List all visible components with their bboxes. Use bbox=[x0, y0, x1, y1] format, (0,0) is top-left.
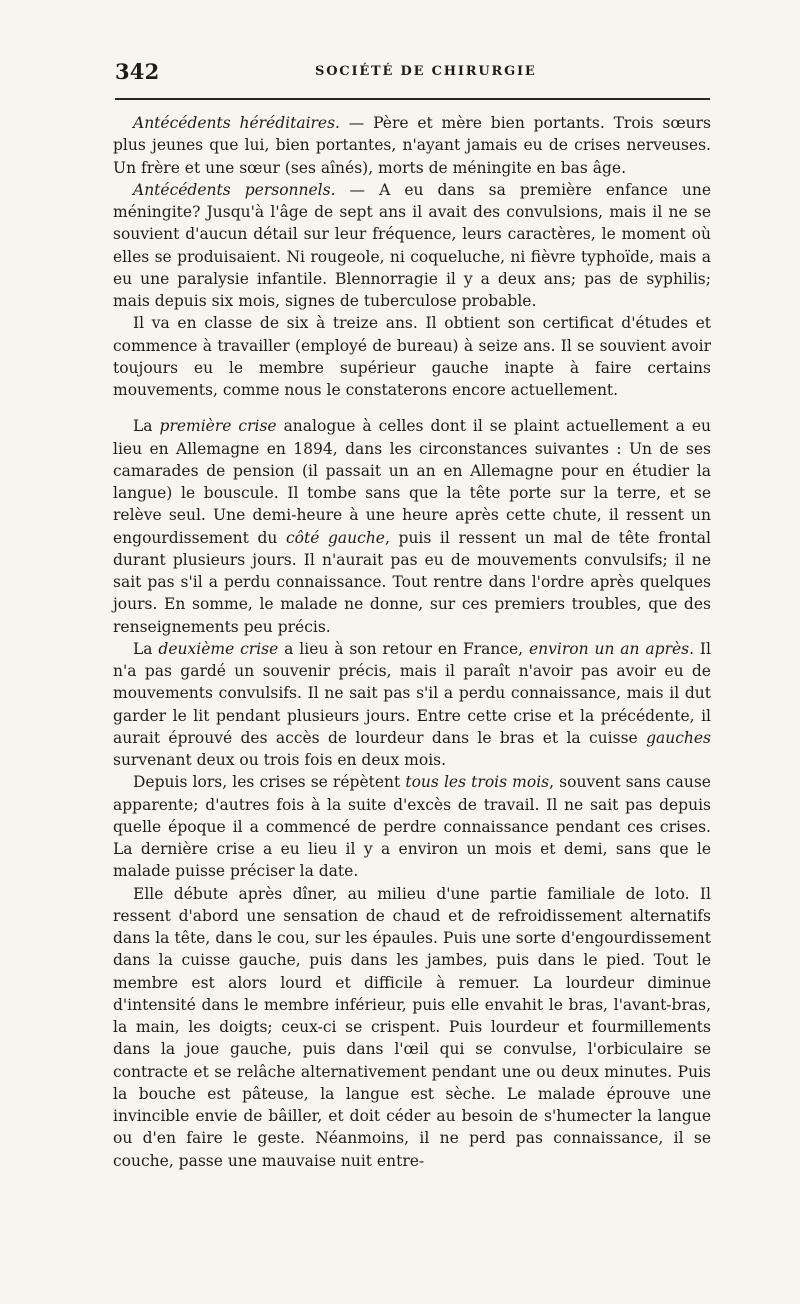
emphasis-run: tous les trois mois bbox=[405, 773, 550, 792]
text-run: . Il n'a pas gardé un souvenir précis, mais il paraît n'avoir pas avoir eu de mouvements convulsifs. Il ne sait pas s'il a perdu connaissance, mais il dut garder le lit pendant plusieurs jours. Entre cette crise et la précédente, il aurait éprouvé des accès de lourdeur dans le bras et la cuisse bbox=[113, 639, 712, 747]
page-number: 342 bbox=[115, 59, 160, 84]
header-rule bbox=[115, 98, 710, 100]
text-run: La bbox=[133, 417, 160, 436]
emphasis-run: environ un an après bbox=[529, 639, 690, 658]
paragraph-text: Elle débute après dîner, au milieu d'une partie familiale de loto. Il ressent d'abord une sensation de chaud et de refroidissement alternatifs dans la tête, dans le cou, sur les épaules. Puis une sorte d'engourdissement dans la cuisse gauche, puis dans les jambes, puis dans le pied. Tout le membre est alors lourd et difficile à remuer. La lourdeur diminue d'intensité dans le membre inférieur, puis elle envahit le bras, l'avant-bras, la main, les doigts; ceux-ci se crispent. Puis lourdeur et fourmillements dans la joue gauche, puis dans l'œil qui se convulse, l'orbiculaire se contracte et se relâche alternativement pendant une ou deux minutes. Puis la bouche est pâteuse, la langue est sèche. Le malade éprouve une invincible envie de bâiller, et doit céder au besoin de s'humecter la langue ou d'en faire le geste. Néanmoins, il ne perd pas connaissance, il se couche, passe une mauvaise nuit entre- bbox=[113, 884, 711, 1170]
paragraph-recurring-crises bbox=[113, 771, 711, 882]
emphasis-run: deuxième crise bbox=[158, 639, 279, 658]
text-run: Depuis lors, les crises se répètent bbox=[133, 773, 406, 792]
paragraph-label: Antécédents personnels. bbox=[133, 180, 336, 199]
emphasis-run: gauches bbox=[646, 728, 711, 747]
emphasis-run: première crise bbox=[159, 417, 277, 436]
text-run: survenant deux ou trois fois en deux mois. bbox=[113, 751, 447, 769]
paragraph-personal-history bbox=[113, 179, 711, 313]
text-run: , souvent sans cause apparente; d'autres fois à la suite d'excès de travail. Il ne sait pas depuis quelle époque il a commencé de perdre connaissance pendant ces crises. La dernière crise a eu lieu il y a environ un mois et demi, sans que le malade puisse préciser la date. bbox=[113, 773, 711, 881]
paragraph-gap bbox=[113, 401, 711, 415]
text-run: , puis il ressent un mal de tête frontal durant plusieurs jours. Il n'aurait pas eu de mouvements convulsifs; il ne sait pas s'il a perdu connaissance. Tout rentre dans l'ordre après quelques jours. En somme, le malade ne donne, sur ces premiers troubles, que des renseignements peu précis. bbox=[113, 528, 712, 636]
paragraph-first-crisis bbox=[113, 415, 711, 638]
paragraph-hereditary-history bbox=[113, 112, 711, 179]
running-head bbox=[115, 58, 710, 86]
paragraph-crisis-description bbox=[113, 883, 711, 1172]
paragraph-label: Antécédents héréditaires. bbox=[133, 114, 340, 132]
paragraph-second-crisis bbox=[113, 638, 711, 772]
emphasis-run: côté gauche bbox=[285, 528, 385, 547]
paragraph-text: Il va en classe de six à treize ans. Il obtient son certificat d'études et commence à travailler (employé de bureau) à seize ans. Il se souvient avoir toujours eu le membre supérieur gauche inapte à faire certains mouvements, comme nous le constaterons encore actuellement. bbox=[113, 314, 711, 399]
text-run: a lieu à son retour en France, bbox=[278, 639, 529, 658]
text-run: analogue à celles dont il se plaint actuellement a eu lieu en Allemagne en 1894, dans les circonstances suivantes : Un de ses camarades de pension (il passait un an en Allemagne pour en étudier la langue) le bouscule. Il tombe sans que la tête porte sur la terre, et se relève seul. Une demi-heure à une heure après cette chute, il ressent un engourdissement du bbox=[113, 417, 711, 547]
body-text bbox=[113, 112, 711, 1172]
running-title: SOCIÉTÉ DE CHIRURGIE bbox=[315, 64, 537, 79]
paragraph-text: — A eu dans sa première enfance une méningite? Jusqu'à l'âge de sept ans il avait des convulsions, mais il ne se souvient d'aucun détail sur leur fréquence, leurs caractères, le moment où elles se produisaient. Ni rougeole, ni coqueluche, ni fièvre typhoïde, mais a eu une paralysie infantile. Blennorragie il y a deux ans; pas de syphilis; mais depuis six mois, signes de tuberculose probable. bbox=[113, 180, 711, 310]
paragraph-schooling bbox=[113, 312, 711, 401]
text-run: La bbox=[133, 639, 159, 658]
paragraph-text: — Père et mère bien portants. Trois sœurs plus jeunes que lui, bien portantes, n'ayant jamais eu de crises nerveuses. Un frère et une sœur (ses aînés), morts de méningite en bas âge. bbox=[113, 114, 711, 177]
